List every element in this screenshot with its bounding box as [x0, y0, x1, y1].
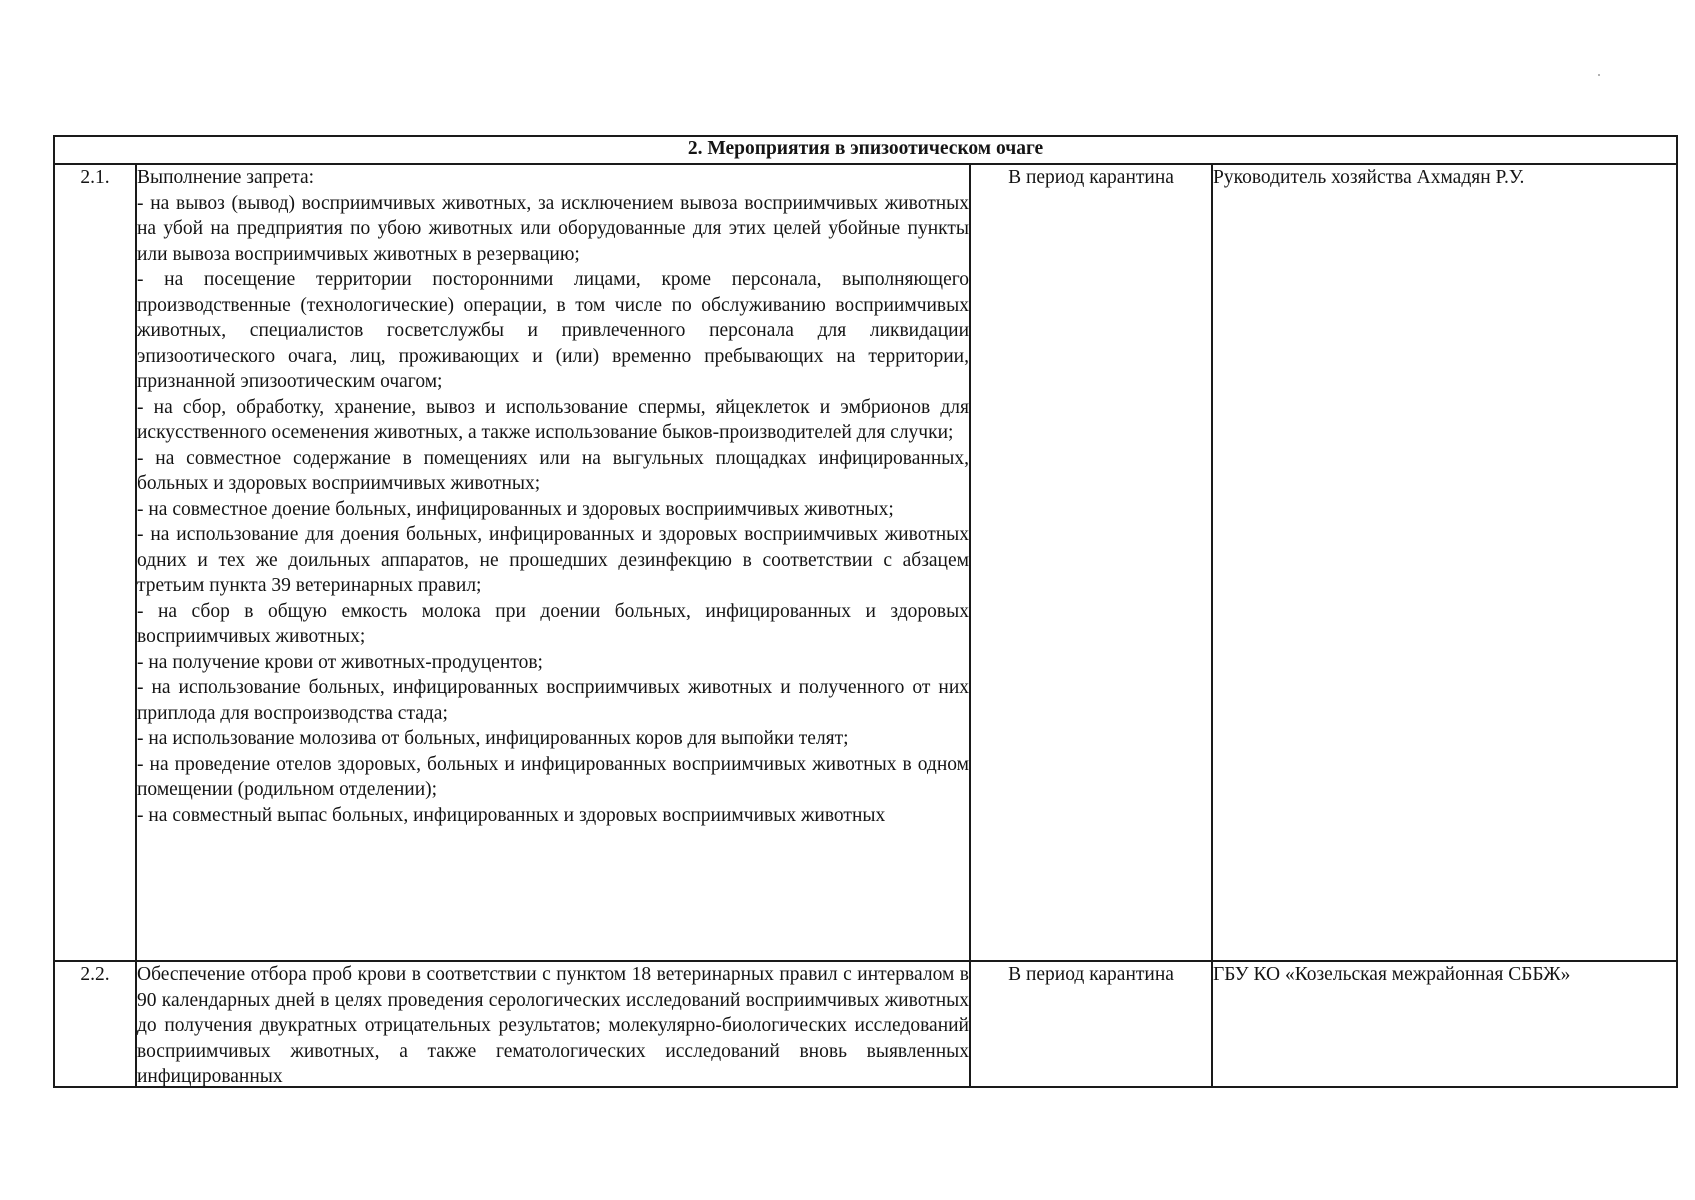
measure-intro: Выполнение запрета: — [137, 167, 315, 188]
row-number: 2.2. — [54, 961, 136, 1087]
row-number: 2.1. — [54, 164, 136, 961]
measure-item: - на получение крови от животных-продуцентов; — [137, 651, 543, 673]
measures-table — [53, 135, 1678, 1088]
measure-text: Обеспечение отбора проб крови в соответствии с пунктом 18 ветеринарных правил с интервалом в 90 календарных дней в целях проведения серологических исследований восприимчивых животных до получения двукратных отрицательных результатов; молекулярно-биологических исследований восприимчивых животных, а также гематологических исследований вновь выявленных инфицированных — [137, 964, 969, 1086]
measure-item: - на совместное содержание в помещениях или на выгульных площадках инфицированных, больных и здоровых восприимчивых животных; — [137, 447, 969, 494]
measure-item: - на совместный выпас больных, инфицированных и здоровых восприимчивых животных — [137, 804, 886, 826]
measure-item: - на использование молозива от больных, инфицированных коров для выпойки телят; — [137, 728, 849, 749]
measure-description — [136, 961, 970, 1087]
section-title: 2. Мероприятия в эпизоотическом очаге — [54, 136, 1677, 164]
responsible-cell: ГБУ КО «Козельская межрайонная СББЖ» — [1212, 961, 1677, 1087]
measure-item: - на совместное доение больных, инфицированных и здоровых восприимчивых животных; — [137, 498, 894, 520]
measure-item: - на вывоз (вывод) восприимчивых животных, за исключением вывоза восприимчивых животных на убой на предприятия по убою животных или оборудованные для этих целей убойные пункты или вывоза восприимчивых животных в резервацию; — [137, 192, 969, 265]
measure-item: - на посещение территории посторонними лицами, кроме персонала, выполняющего производственные (технологические) операции, в том числе по обслуживанию восприимчивых животных, специалистов госветслужбы и привлеченного персонала для ликвидации эпизоотического очага, лиц, проживающих и (или) временно пребывающих на территории, признанной эпизоотическим очагом; — [137, 269, 969, 392]
table-row — [54, 164, 1677, 961]
measure-description — [136, 164, 970, 961]
measure-item: - на использование для доения больных, инфицированных и здоровых восприимчивых животных одних и тех же доильных аппаратов, не прошедших дезинфекцию в соответствии с абзацем третьим пункта 39 ветеринарных правил; — [137, 524, 969, 596]
section-header-row — [54, 136, 1677, 164]
measure-item: - на проведение отелов здоровых, больных и инфицированных восприимчивых животных в одном помещении (родильном отделении); — [137, 753, 969, 800]
deadline-cell: В период карантина — [970, 164, 1212, 961]
measure-item: - на использование больных, инфицированных восприимчивых животных и полученного от них приплода для воспроизводства стада; — [137, 677, 969, 724]
deadline-cell: В период карантина — [970, 961, 1212, 1087]
responsible-cell: Руководитель хозяйства Ахмадян Р.У. — [1212, 164, 1677, 961]
table-row — [54, 961, 1677, 1087]
measure-item: - на сбор, обработку, хранение, вывоз и использование спермы, яйцеклеток и эмбрионов для искусственного осеменения животных, а также использование быков-производителей для случки; — [137, 396, 969, 443]
scan-speck — [1598, 74, 1600, 76]
measure-item: - на сбор в общую емкость молока при доении больных, инфицированных и здоровых восприимчивых животных; — [137, 600, 969, 647]
